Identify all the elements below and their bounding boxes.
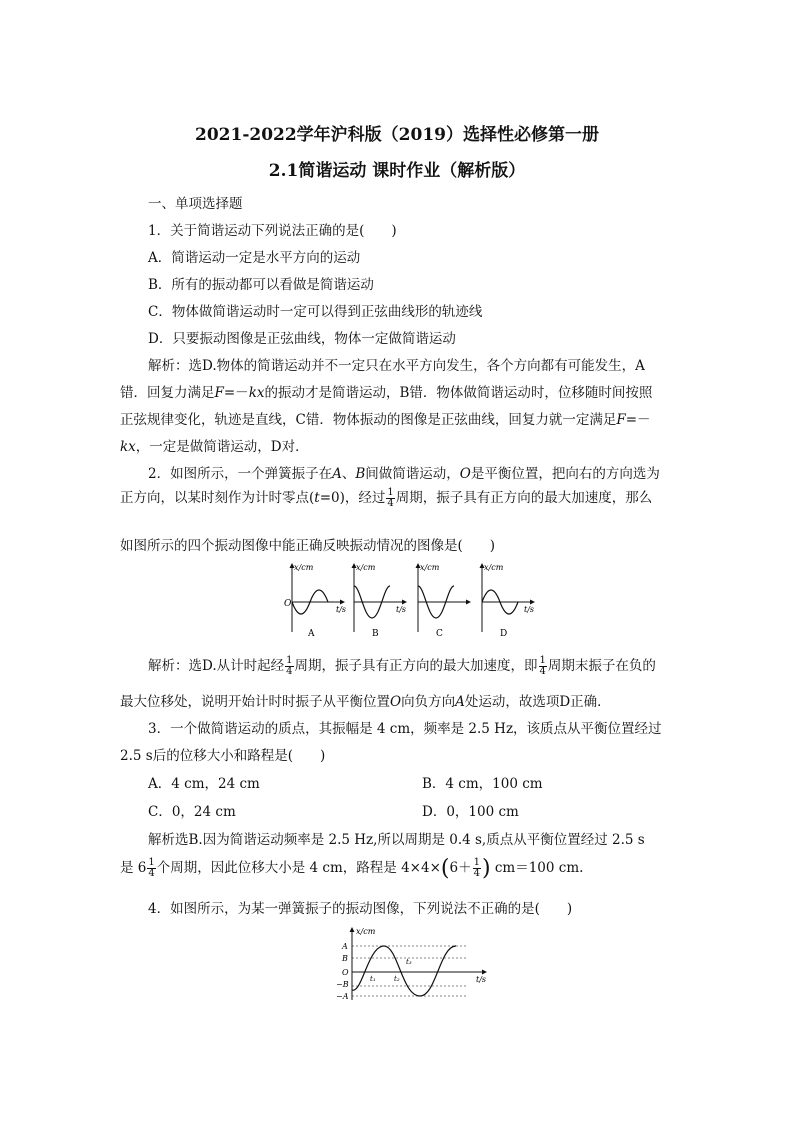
q1-analysis-line1: 解析：选D.物体的简谐运动并不一定只在水平方向发生，各个方向都有可能发生，A: [148, 358, 645, 374]
q1-analysis-line3: 正弦规律变化，轨迹是直线，C错．物体振动的图像是正弦曲线，回复力就一定满足F=－: [120, 412, 651, 428]
q1-option-d: D．只要振动图像是正弦曲线，物体一定做简谐运动: [148, 331, 456, 347]
graph-d-label: D: [500, 629, 508, 639]
q4-vibration-graph: [336, 924, 496, 1004]
q4-t1-label: t₁: [370, 975, 376, 983]
graph-a: [284, 563, 346, 639]
q2-analysis-line2: 最大位移处，说明开始计时时振子从平衡位置O向负方向A处运动，故选项D正确．: [120, 694, 611, 710]
q1-analysis-line2: 错．回复力满足F=－kx的振动才是简谐运动，B错．物体做简谐运动时，位移随时间按照: [120, 385, 653, 401]
q4-y-label-o: O: [342, 968, 349, 977]
fraction-quarter: $\frac{1}{4}$: [473, 857, 480, 879]
q1-option-a: A．简谐运动一定是水平方向的运动: [148, 250, 361, 266]
q4-y-label-b: B: [342, 954, 348, 963]
q3-analysis-line2: 是 6 $\frac{1}{4}$ 个周期，因此位移大小是 4 cm，路程是 4×4×(6＋ $\frac{1}{4}$ ) cm＝100 cm.: [120, 856, 584, 881]
q3-stem-line2: 2.5 s后的位移大小和路程是( ): [120, 748, 326, 764]
fraction-quarter: $\frac{1}{4}$: [539, 655, 546, 677]
q4-ylabel: x/cm: [356, 927, 376, 936]
graph-b-xlabel: t/s: [396, 605, 407, 614]
q2-stem-line1: 2．如图所示，一个弹簧振子在A、B间做简谐运动，O是平衡位置，把向右的方向选为: [148, 466, 660, 482]
fraction-quarter: $\frac{1}{4}$: [148, 857, 155, 879]
graph-d-xlabel: t/s: [524, 605, 535, 614]
q2-analysis-line1: 解析：选D.从计时起经 $\frac{1}{4}$ 周期，振子具有正方向的最大加速度，即 $\frac{1}{4}$ 周期末振子在负的: [148, 655, 656, 677]
q4-y-label-a: A: [342, 942, 348, 951]
q4-y-label-neg-a: −A: [336, 992, 349, 1001]
q3-analysis-line1: 解析选B.因为简谐运动频率是 2.5 Hz,所以周期是 0.4 s,质点从平衡位置经过 2.5 s: [148, 832, 645, 848]
q2-vibration-graphs: [280, 560, 540, 642]
q1-stem: 1．关于简谐运动下列说法正确的是( ): [148, 223, 397, 239]
graph-c-label: C: [436, 629, 443, 639]
q4-xlabel: t/s: [476, 975, 487, 984]
q3-option-b: B．4 cm，100 cm: [422, 776, 543, 792]
graph-d-ylabel: x/cm: [484, 563, 504, 572]
graph-d: [482, 563, 534, 639]
graph-b-ylabel: x/cm: [356, 563, 376, 572]
q3-option-a: A．4 cm，24 cm: [148, 776, 260, 792]
graph-b-label: B: [372, 629, 379, 639]
q4-t2-label: t₂: [394, 975, 400, 983]
q4-t3-label: t₃: [406, 958, 412, 966]
fraction-quarter: $\frac{1}{4}$: [286, 655, 293, 677]
q4-y-label-neg-b: −B: [336, 980, 349, 989]
q1-option-c: C．物体做简谐运动时一定可以得到正弦曲线形的轨迹线: [148, 304, 483, 320]
q1-analysis-line4: kx，一定是做简谐运动，D对．: [120, 439, 309, 455]
page-title-line2: 2.1简谐运动 课时作业（解析版）: [268, 161, 526, 181]
graph-c-ylabel: x/cm: [420, 563, 440, 572]
graph-b: [354, 563, 406, 639]
q4-stem: 4．如图所示，为某一弹簧振子的振动图像，下列说法不正确的是( ): [148, 901, 573, 917]
q2-stem-line3: 如图所示的四个振动图像中能正确反映振动情况的图像是( ): [120, 538, 496, 554]
graph-a-xlabel: t/s: [336, 605, 347, 614]
graph-a-origin: O: [284, 599, 292, 609]
graph-c: [418, 563, 470, 639]
q3-option-d: D．0，100 cm: [422, 804, 519, 820]
graph-a-label: A: [308, 629, 315, 639]
section-label: 一、单项选择题: [148, 196, 243, 212]
q3-option-c: C．0，24 cm: [148, 804, 236, 820]
q1-option-b: B．所有的振动都可以看做是简谐运动: [148, 277, 374, 293]
fraction-quarter: $\frac{1}{4}$: [387, 487, 394, 509]
page-title-line1: 2021-2022学年沪科版（2019）选择性必修第一册: [195, 125, 599, 145]
q2-stem-line2: 正方向，以某时刻作为计时零点(t=0)，经过 $\frac{1}{4}$ 周期，振子具有正方向的最大加速度，那么: [120, 487, 653, 509]
q3-stem-line1: 3．一个做简谐运动的质点，其振幅是 4 cm，频率是 2.5 Hz，该质点从平衡位置经过: [148, 721, 662, 737]
graph-a-ylabel: x/cm: [294, 563, 314, 572]
